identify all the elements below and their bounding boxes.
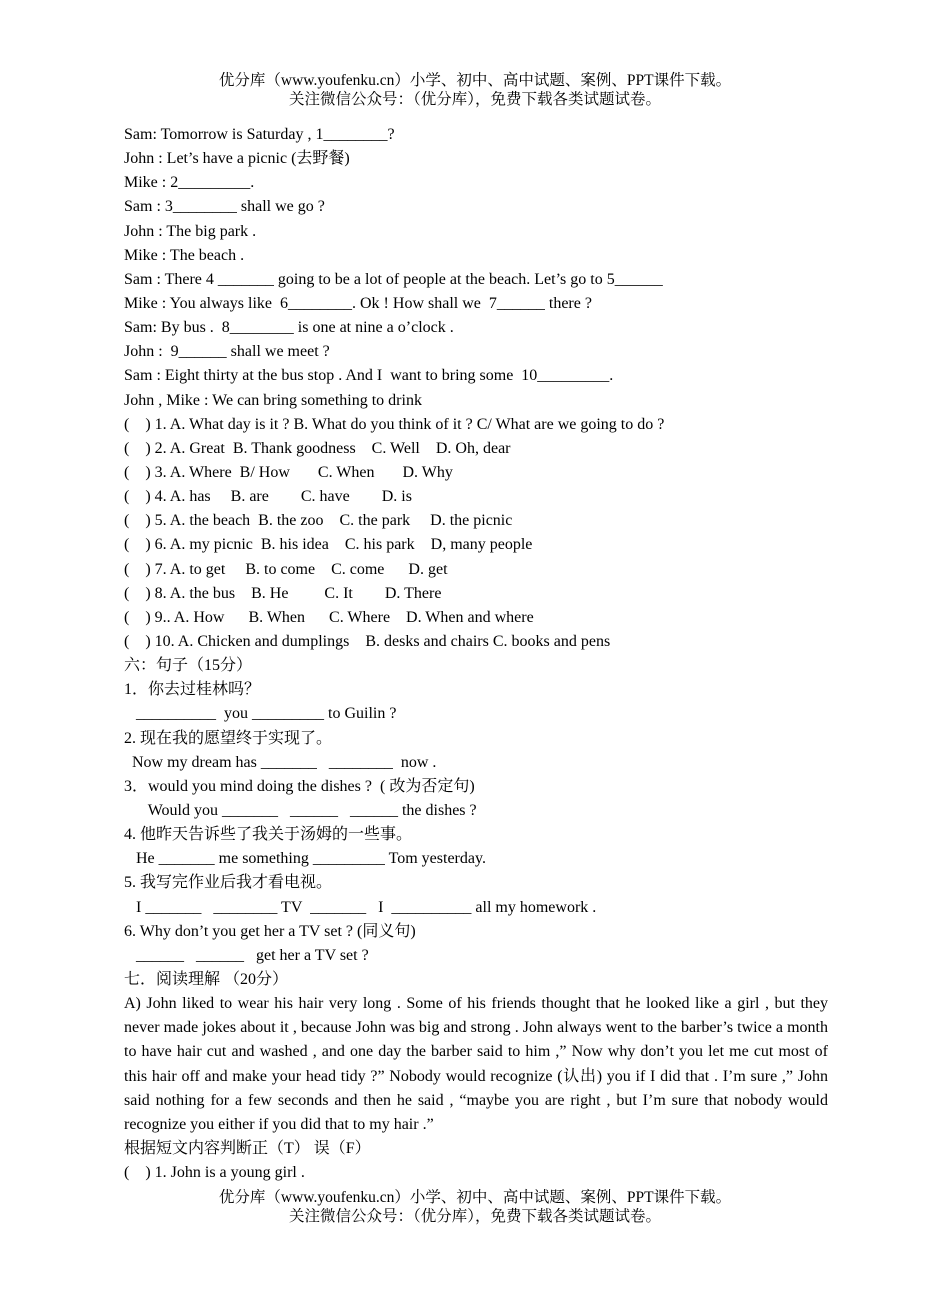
choice-question: ( ) 4. A. has B. are C. have D. is	[124, 488, 412, 506]
sentence-line: He _______ me something _________ Tom yesterday.	[124, 850, 486, 868]
reading-instruction: 根据短文内容判断正（T） 误（F）	[124, 1140, 371, 1157]
sentence-line: Now my dream has _______ ________ now .	[124, 753, 437, 771]
dialogue-line: Mike : 2_________.	[124, 174, 255, 192]
reading-question: ( ) 1. John is a young girl .	[124, 1164, 305, 1182]
section-sentences	[124, 654, 828, 968]
sentence-line: 2. 现在我的愿望终于实现了。	[124, 729, 333, 747]
multiple-choice	[124, 413, 828, 654]
footer-line-2: 关注微信公众号：（优分库），免费下载各类试题试卷。	[288, 1208, 661, 1225]
header-line-1: 优分库（www.youfenku.cn）小学、初中、高中试题、案例、PPT课件下载。	[218, 72, 732, 89]
section-title: 七．阅读理解 （20分）	[124, 970, 289, 988]
dialogue-line: Sam : There 4 _______ going to be a lot of people at the beach. Let’s go to 5______	[124, 270, 663, 288]
sentence-line: ______ ______ get her a TV set ?	[124, 946, 369, 964]
sentence-line: Would you _______ ______ ______ the dishes ?	[124, 801, 477, 819]
dialogue-line: Sam : Eight thirty at the bus stop . And I want to bring some 10_________.	[124, 367, 614, 385]
choice-question: ( ) 5. A. the beach B. the zoo C. the park D. the picnic	[124, 512, 513, 530]
choice-question: ( ) 8. A. the bus B. He C. It D. There	[124, 584, 442, 602]
dialogue-line: Sam: Tomorrow is Saturday , 1________?	[124, 126, 395, 143]
dialogue-line: John : Let’s have a picnic (去野餐)	[124, 150, 350, 168]
choice-question: ( ) 10. A. Chicken and dumplings B. desks and chairs C. books and pens	[124, 632, 611, 650]
sentence-line: 4. 他昨天告诉些了我关于汤姆的一些事。	[124, 826, 413, 844]
section-title: 六：句子（15分）	[124, 657, 253, 675]
section-reading	[124, 968, 828, 1185]
sentence-line: __________ you _________ to Guilin ?	[124, 705, 397, 723]
page-header	[0, 71, 950, 109]
choice-question: ( ) 9.. A. How B. When C. Where D. When and where	[124, 608, 534, 626]
page-footer	[0, 1188, 950, 1226]
sentence-line: 5. 我写完作业后我才看电视。	[124, 874, 333, 892]
header-line-2: 关注微信公众号：（优分库），免费下载各类试题试卷。	[288, 91, 661, 108]
dialogue	[124, 123, 828, 413]
dialogue-line: John : The big park .	[124, 222, 257, 240]
sentence-line: 6. Why don’t you get her a TV set ? (同义句)	[124, 922, 416, 940]
sentence-line: 3．would you mind doing the dishes ? ( 改为否定句)	[124, 777, 475, 795]
worksheet-content	[124, 123, 828, 1185]
reading-passage: A) John liked to wear his hair very long . Some of his friends thought that he looked like a girl , but they never made jokes about it , because John was big and strong . John always went to the barber’s twice a month to have hair cut and washed , and one day the barber said to him ,” Now why don’t you let me cut most of this hair off and make your head tidy ?” Nobody would recognize (认出) you if I did that . I’m sure ,” John said nothing for a few seconds and then he said , “maybe you are right , but I’m sure that nobody would recognize you either if you did that to my hair .”	[124, 995, 828, 1133]
sentence-line: I _______ ________ TV _______ I __________ all my homework .	[124, 898, 597, 916]
dialogue-line: Sam: By bus . 8________ is one at nine a o’clock .	[124, 319, 454, 337]
choice-question: ( ) 3. A. Where B/ How C. When D. Why	[124, 463, 453, 481]
choice-question: ( ) 6. A. my picnic B. his idea C. his park D, many people	[124, 536, 533, 554]
dialogue-line: John , Mike : We can bring something to drink	[124, 391, 422, 409]
dialogue-line: Sam : 3________ shall we go ?	[124, 198, 325, 216]
sentence-line: 1．你去过桂林吗？	[124, 681, 261, 699]
choice-question: ( ) 1. A. What day is it ? B. What do you think of it ? C/ What are we going to do ?	[124, 415, 665, 433]
choice-question: ( ) 7. A. to get B. to come C. come D. get	[124, 560, 448, 578]
footer-line-1: 优分库（www.youfenku.cn）小学、初中、高中试题、案例、PPT课件下载。	[218, 1189, 732, 1206]
choice-question: ( ) 2. A. Great B. Thank goodness C. Well D. Oh, dear	[124, 439, 511, 457]
dialogue-line: Mike : You always like 6________. Ok ! How shall we 7______ there ?	[124, 294, 592, 312]
dialogue-line: John : 9______ shall we meet ?	[124, 343, 330, 361]
dialogue-line: Mike : The beach .	[124, 246, 245, 264]
